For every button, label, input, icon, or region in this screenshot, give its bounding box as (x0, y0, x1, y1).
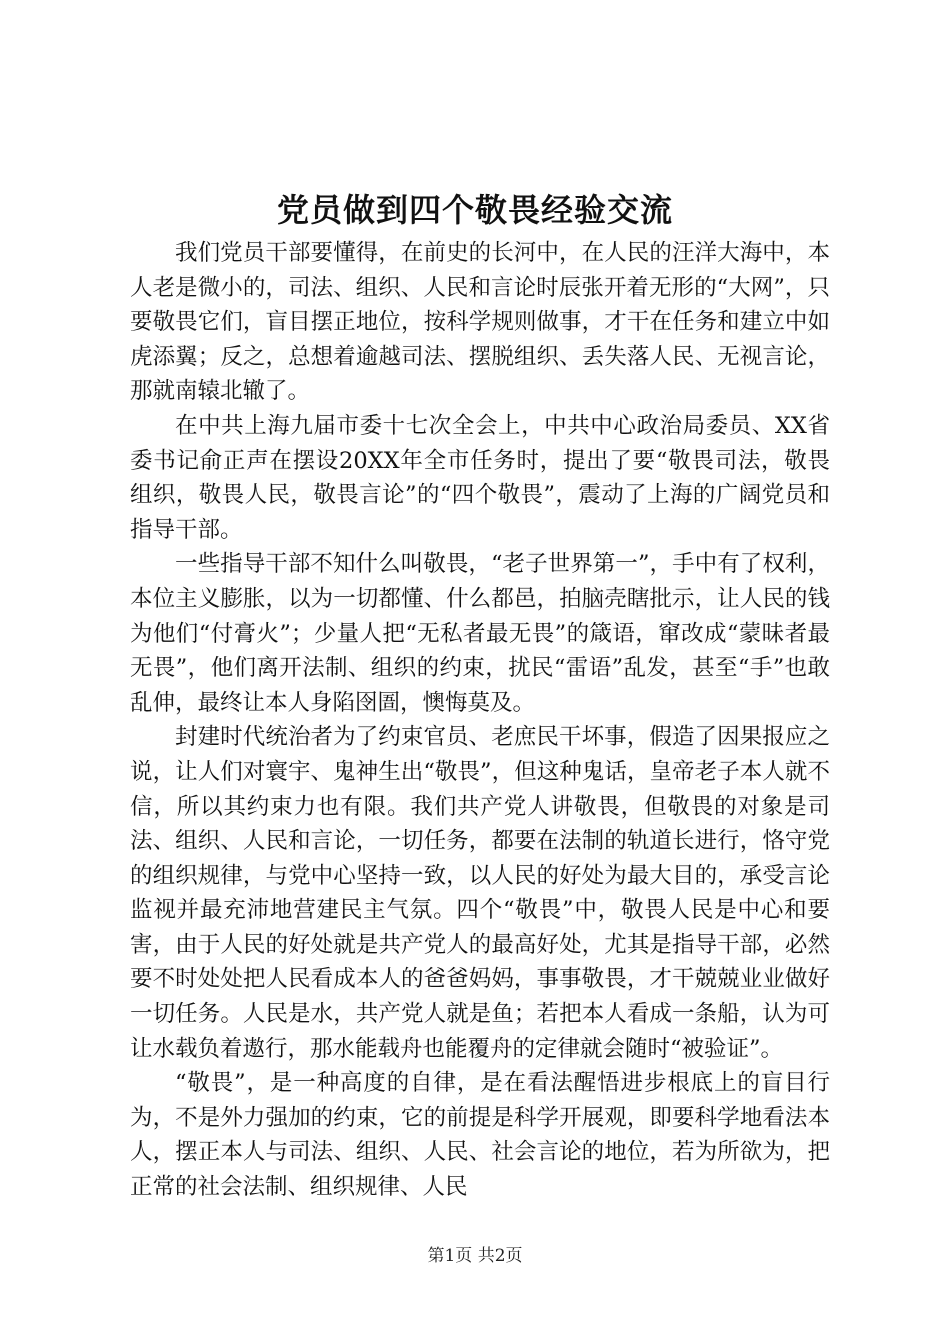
paragraph-5: “敬畏”，是一种高度的自律，是在看法醒悟进步根底上的盲目行为，不是外力强加的约束，它的前提是科学开展观，即要科学地看法本人，摆正本人与司法、组织、人民、社会言论的地位，若为所欲为，把正常的社会法制、组织规律、人民 (130, 1070, 830, 1201)
paragraph-2: 在中共上海九届市委十七次全会上，中共中心政治局委员、XX省委书记俞正声在摆设20XX年全市任务时，提出了要“敬畏司法，敬畏组织，敬畏人民，敬畏言论”的“四个敬畏”，震动了上海的广阔党员和指导干部。 (130, 412, 830, 543)
page-number-footer: 第1页 共2页 (427, 1246, 523, 1266)
document-title: 党员做到四个敬畏经验交流 (276, 191, 673, 229)
document-body (130, 236, 830, 1205)
paragraph-4: 封建时代统治者为了约束官员、老庶民干坏事，假造了因果报应之说，让人们对寰宇、鬼神生出“敬畏”，但这种鬼话，皇帝老子本人就不信，所以其约束力也有限。我们共产党人讲敬畏，但敬畏的对象是司法、组织、人民和言论，一切任务，都要在法制的轨道长进行，恪守党的组织规律，与党中心坚持一致，以人民的好处为最大目的，承受言论监视并最充沛地营建民主气氛。四个“敬畏”中，敬畏人民是中心和要害，由于人民的好处就是共产党人的最高好处，尤其是指导干部，必然要不时处处把人民看成本人的爸爸妈妈，事事敬畏，才干兢兢业业做好一切任务。人民是水，共产党人就是鱼；若把本人看成一条船，认为可让水载负着遨行，那水能载舟也能覆舟的定律就会随时“被验证”。 (130, 724, 830, 1062)
paragraph-3: 一些指导干部不知什么叫敬畏，“老子世界第一”，手中有了权利，本位主义膨胀，以为一切都懂、什么都邑，拍脑壳瞎批示，让人民的钱为他们“付膏火”；少量人把“无私者最无畏”的箴语，窜改成“蒙昧者最无畏”，他们离开法制、组织的约束，扰民“雷语”乱发，甚至“手”也敢乱伸，最终让本人身陷囹圄，懊悔莫及。 (130, 551, 830, 716)
paragraph-1: 我们党员干部要懂得，在前史的长河中，在人民的汪洋大海中，本人老是微小的，司法、组织、人民和言论时辰张开着无形的“大网”，只要敬畏它们，盲目摆正地位，按科学规则做事，才干在任务和建立中如虎添翼；反之，总想着逾越司法、摆脱组织、丢失落人民、无视言论，那就南辕北辙了。 (130, 240, 830, 405)
